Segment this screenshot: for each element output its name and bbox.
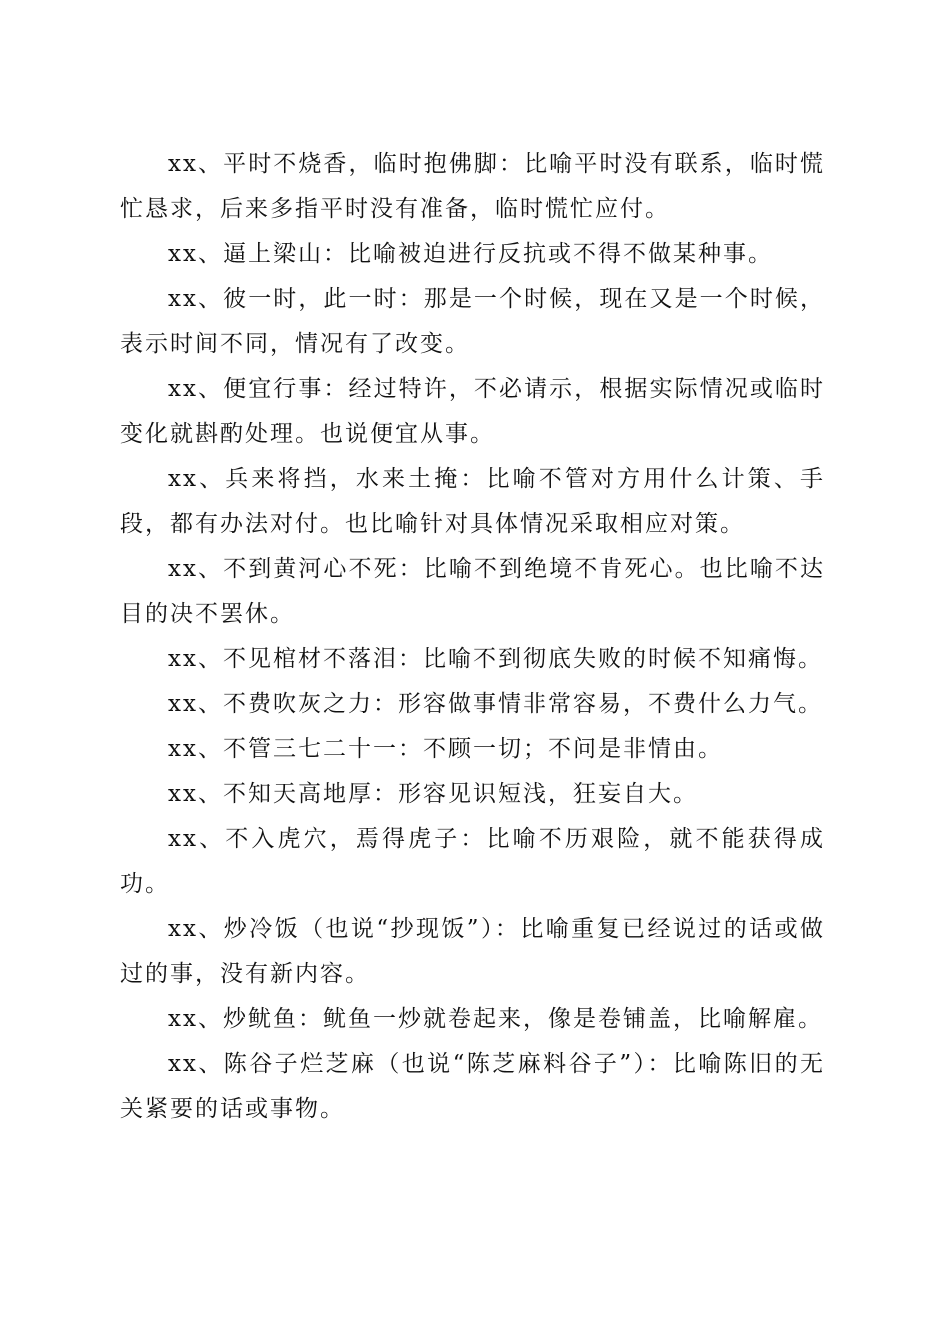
idiom-entry: xx、不到黄河心不死：比喻不到绝境不肯死心。也比喻不达目的决不罢休。	[120, 556, 825, 627]
idiom-entry: xx、彼一时，此一时：那是一个时候，现在又是一个时候，表示时间不同，情况有了改变。	[120, 286, 825, 357]
idiom-entry: xx、平时不烧香，临时抱佛脚：比喻平时没有联系，临时慌忙恳求，后来多指平时没有准备，临时慌忙应付。	[120, 151, 825, 222]
idiom-entry: xx、兵来将挡，水来土掩：比喻不管对方用什么计策、手段，都有办法对付。也比喻针对具体情况采取相应对策。	[120, 466, 825, 537]
idiom-entry: xx、炒冷饭（也说“抄现饭”）：比喻重复已经说过的话或做过的事，没有新内容。	[120, 916, 825, 987]
idiom-entry: xx、逼上梁山：比喻被迫进行反抗或不得不做某种事。	[168, 241, 773, 267]
document-body	[120, 142, 825, 1132]
idiom-entry: xx、陈谷子烂芝麻（也说“陈芝麻料谷子”）：比喻陈旧的无关紧要的话或事物。	[120, 1051, 825, 1122]
idiom-entry: xx、不管三七二十一：不顾一切；不问是非情由。	[168, 736, 723, 762]
idiom-entry: xx、便宜行事：经过特许，不必请示，根据实际情况或临时变化就斟酌处理。也说便宜从事。	[120, 376, 825, 447]
idiom-entry: xx、不入虎穴，焉得虎子：比喻不历艰险，就不能获得成功。	[120, 826, 825, 897]
idiom-entry: xx、不见棺材不落泪：比喻不到彻底失败的时候不知痛悔。	[168, 646, 823, 672]
idiom-entry: xx、炒鱿鱼：鱿鱼一炒就卷起来，像是卷铺盖，比喻解雇。	[168, 1006, 823, 1032]
idiom-entry: xx、不知天高地厚：形容见识短浅，狂妄自大。	[168, 781, 698, 807]
idiom-entry: xx、不费吹灰之力：形容做事情非常容易，不费什么力气。	[168, 691, 823, 717]
